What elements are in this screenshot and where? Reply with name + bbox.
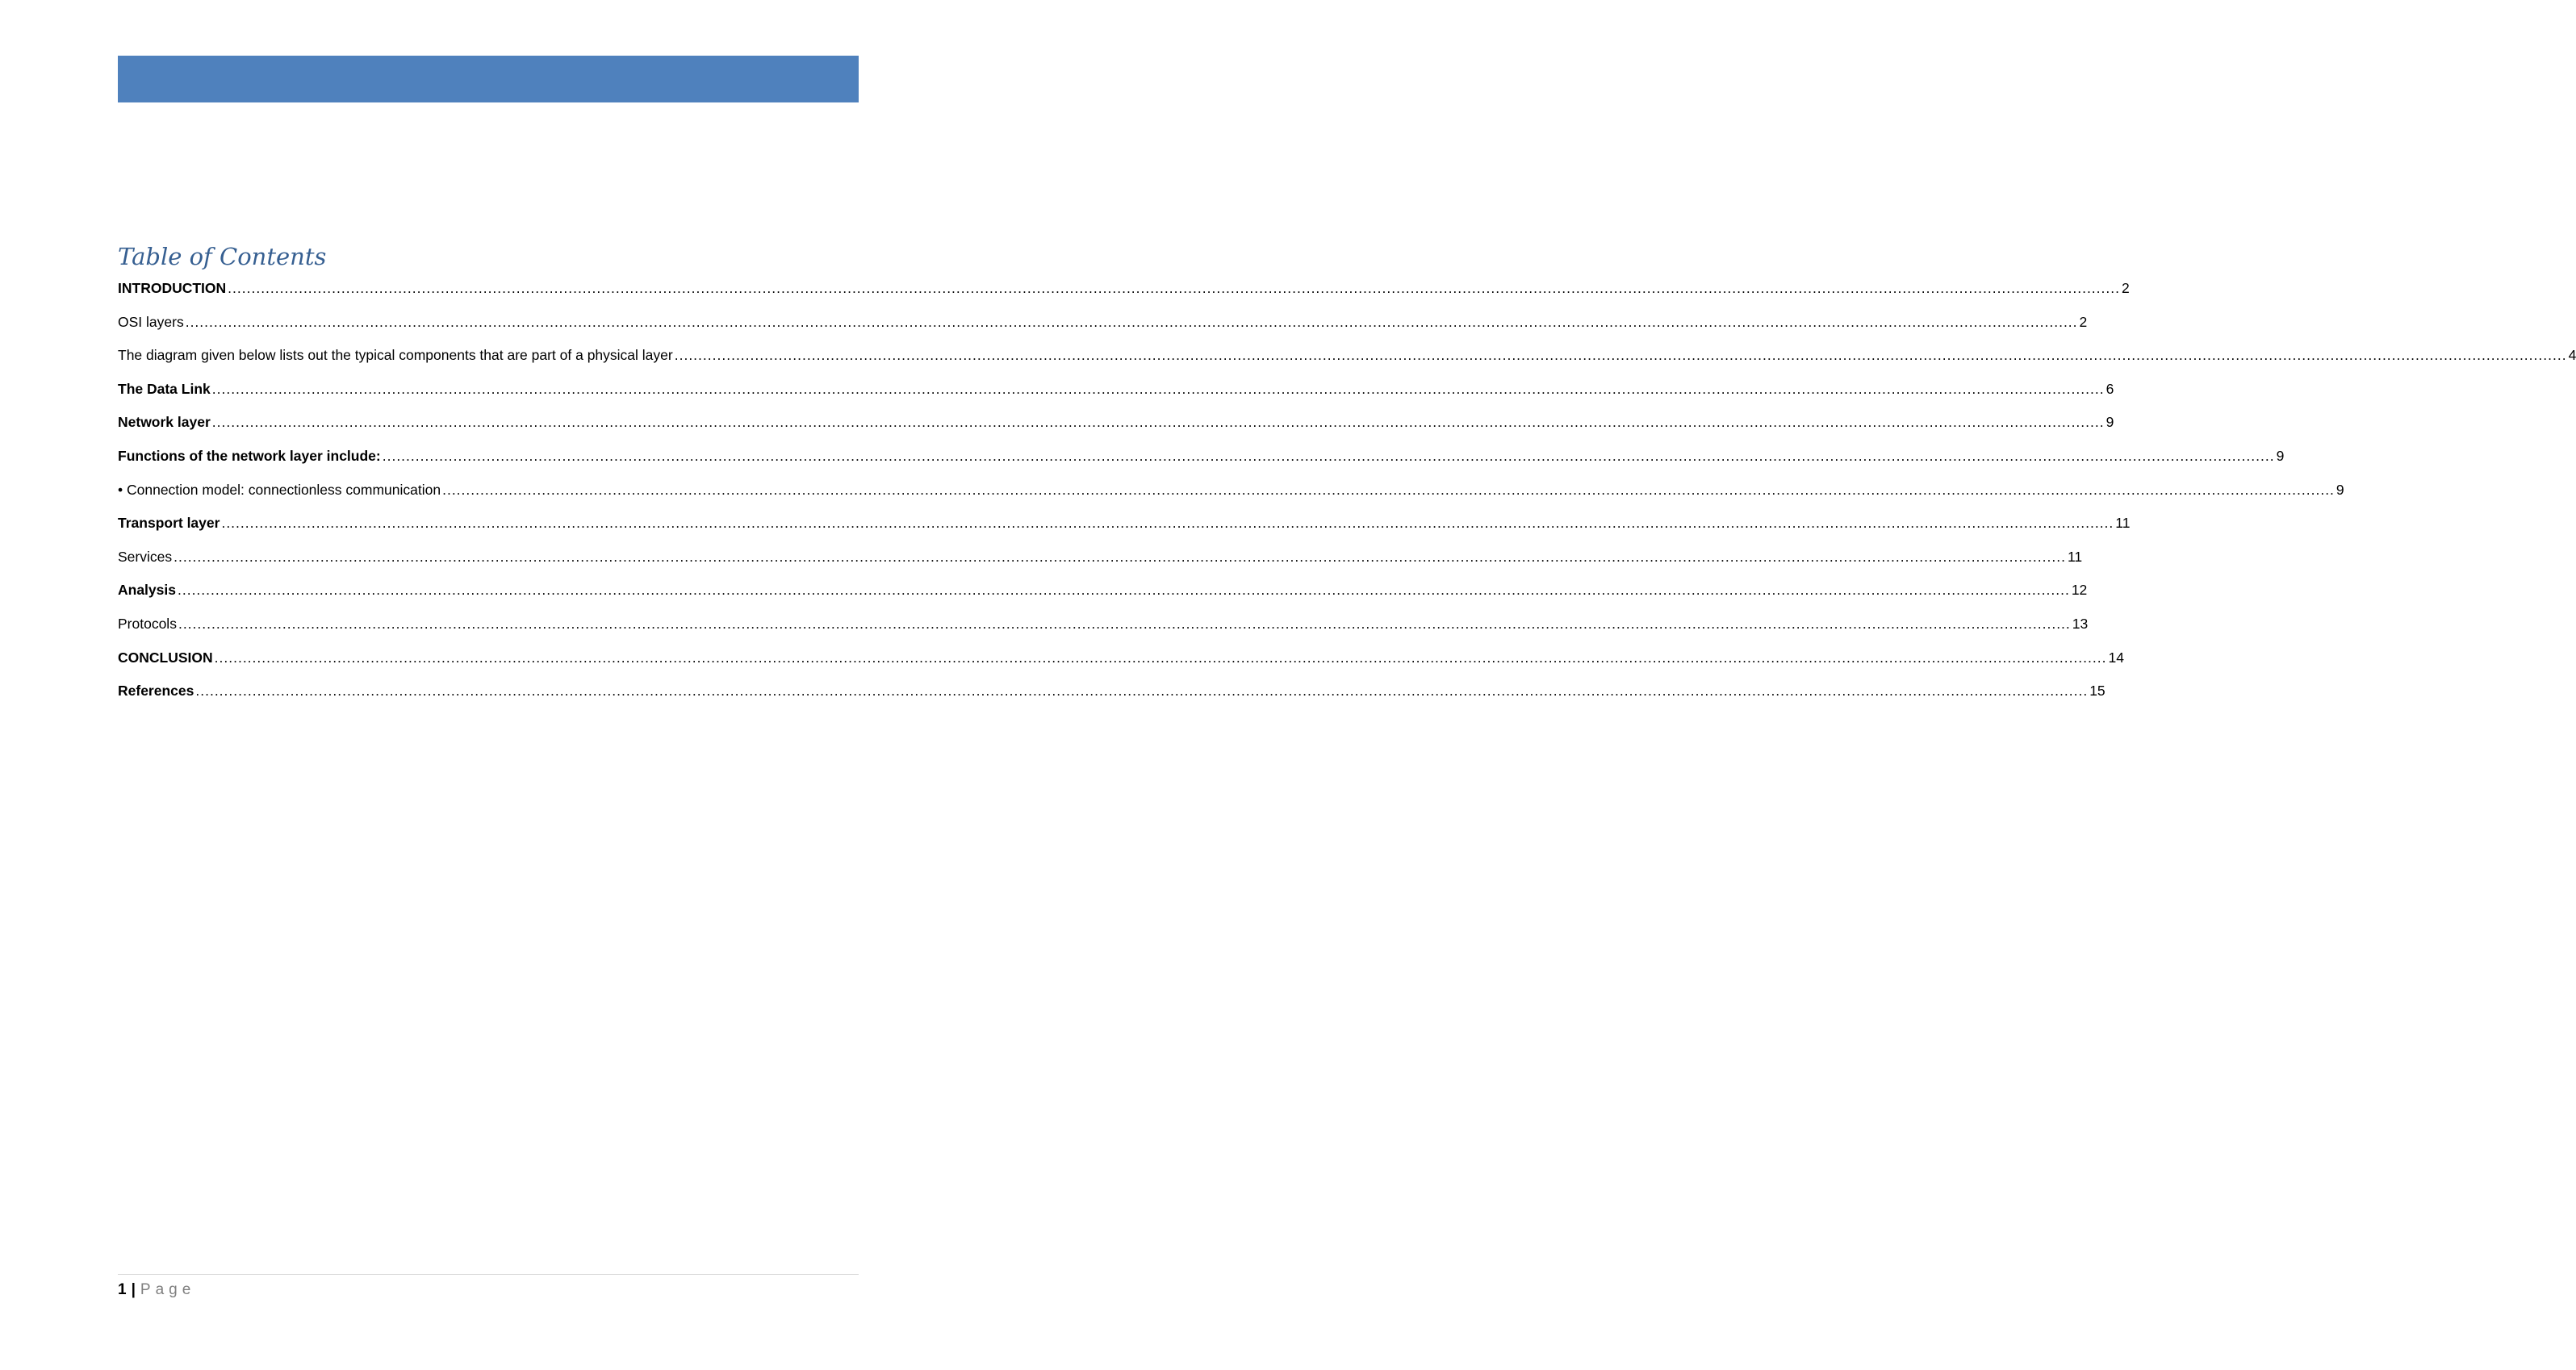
toc-entry-text: References xyxy=(118,683,194,700)
toc-dot-leader: ................................................................................................................................................................................................................................................................................................................................................................................................................ xyxy=(221,515,2114,532)
toc-entry-conclusion[interactable] xyxy=(118,647,2124,681)
toc-entry-text: The diagram given below lists out the typical components that are part of a physical layer xyxy=(118,347,673,364)
toc-title: Table of Contents xyxy=(118,243,327,270)
toc-entry-page: 15 xyxy=(2089,683,2106,700)
toc-entry-page: 2 xyxy=(2121,280,2130,296)
toc-entry-page: 2 xyxy=(2079,313,2088,330)
toc-entry-page: 12 xyxy=(2071,582,2088,599)
toc-entry-data-link[interactable] xyxy=(118,378,2114,412)
toc-dot-leader: ................................................................................................................................................................................................................................................................................................................................................................................................................ xyxy=(177,582,2070,599)
toc-entry-text: CONCLUSION xyxy=(118,649,213,666)
toc-entry-network-layer[interactable] xyxy=(118,411,2114,445)
toc-entry-text: Services xyxy=(118,548,173,565)
toc-dot-leader: ................................................................................................................................................................................................................................................................................................................................................................................................................ xyxy=(214,649,2107,666)
header-band xyxy=(118,56,859,102)
toc-dot-leader: ................................................................................................................................................................................................................................................................................................................................................................................................................ xyxy=(174,548,2066,565)
toc-entry-text: INTRODUCTION xyxy=(118,280,227,296)
toc-entry-osi-layers[interactable] xyxy=(118,311,2088,345)
toc-dot-leader: ................................................................................................................................................................................................................................................................................................................................................................................................................ xyxy=(211,414,2105,431)
toc-entry-transport-layer[interactable] xyxy=(118,512,2131,546)
toc-entry-introduction[interactable] xyxy=(118,278,2130,311)
toc-dot-leader: ................................................................................................................................................................................................................................................................................................................................................................................................................ xyxy=(382,447,2275,464)
toc-entry-text: OSI layers xyxy=(118,313,184,330)
toc-entry-analysis[interactable] xyxy=(118,579,2088,613)
toc-entry-network-functions[interactable] xyxy=(118,445,2285,479)
toc-dot-leader: ................................................................................................................................................................................................................................................................................................................................................................................................................ xyxy=(185,313,2078,330)
toc-entry-text: Analysis xyxy=(118,582,176,599)
page-footer xyxy=(118,1278,195,1302)
toc-entry-protocols[interactable] xyxy=(118,613,2089,647)
toc-entry-page: 11 xyxy=(2067,548,2083,565)
toc-entry-page: 6 xyxy=(2106,380,2114,397)
toc-entry-text: The Data Link xyxy=(118,380,211,397)
footer-page-label: Page xyxy=(140,1281,196,1298)
footer-separator: | xyxy=(131,1281,136,1298)
toc-dot-leader: ................................................................................................................................................................................................................................................................................................................................................................................................................ xyxy=(442,481,2335,498)
footer-divider xyxy=(118,1274,859,1275)
footer-page-number: 1 xyxy=(118,1281,127,1298)
toc-dot-leader: ................................................................................................................................................................................................................................................................................................................................................................................................................ xyxy=(228,280,2120,296)
toc-entry-text: Functions of the network layer include: xyxy=(118,447,381,464)
toc-dot-leader: ................................................................................................................................................................................................................................................................................................................................................................................................................ xyxy=(178,615,2071,632)
toc-entry-text: Network layer xyxy=(118,414,211,431)
toc-entry-page: 13 xyxy=(2072,615,2089,632)
toc-dot-leader: ................................................................................................................................................................................................................................................................................................................................................................................................................ xyxy=(195,683,2089,700)
toc-entry-physical-layer-diagram[interactable] xyxy=(118,345,2576,378)
toc-entry-text: Protocols xyxy=(118,615,177,632)
toc-entry-references[interactable] xyxy=(118,680,2106,714)
toc-entry-page: 9 xyxy=(2336,481,2344,498)
toc-dot-leader: ................................................................................................................................................................................................................................................................................................................................................................................................................ xyxy=(211,380,2105,397)
toc-entry-text: • Connection model: connectionless communication xyxy=(118,481,441,498)
toc-entry-text: Transport layer xyxy=(118,515,220,532)
toc-entry-page: 14 xyxy=(2108,649,2124,666)
toc-list xyxy=(118,278,2576,714)
toc-entry-page: 11 xyxy=(2115,515,2131,532)
toc-entry-connection-model[interactable] xyxy=(118,479,2344,513)
toc-entry-services[interactable] xyxy=(118,546,2083,580)
toc-dot-leader: ................................................................................................................................................................................................................................................................................................................................................................................................................ xyxy=(674,347,2567,364)
toc-entry-page: 9 xyxy=(2106,414,2114,431)
toc-entry-page: 4 xyxy=(2568,347,2576,364)
toc-entry-page: 9 xyxy=(2276,447,2285,464)
